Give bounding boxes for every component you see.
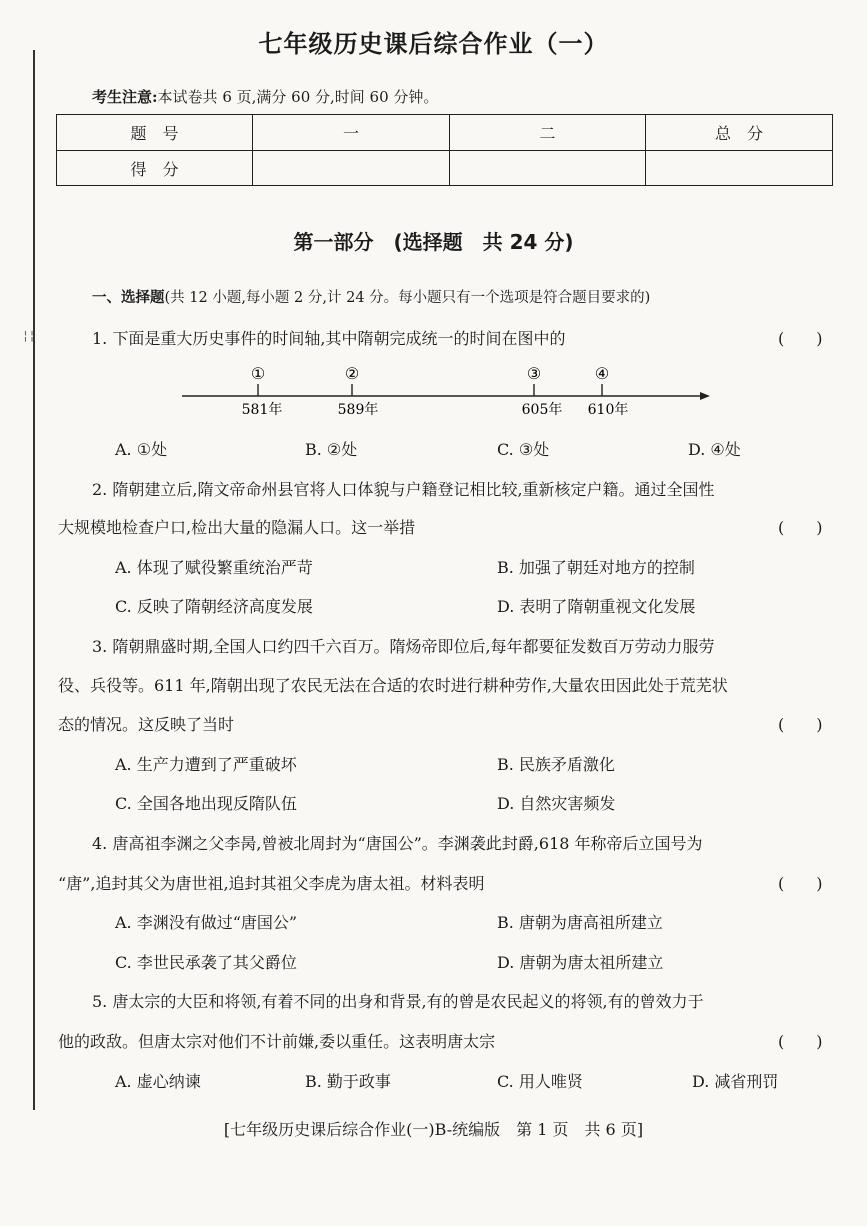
answer-paren-4[interactable]: ( ) xyxy=(778,874,823,893)
question-5-line: 他的政敌。但唐太宗对他们不计前嫌,委以重任。这表明唐太宗 xyxy=(58,1032,496,1051)
q1-option-c[interactable]: C. ③处 xyxy=(497,440,550,459)
q4-option-b[interactable]: B. 唐朝为唐高祖所建立 xyxy=(497,913,663,932)
binding-margin-mark: ╎╎ xyxy=(22,330,36,343)
score-header-cell: 一 xyxy=(253,115,450,151)
timeline-arrow-icon xyxy=(700,392,710,400)
answer-paren-3[interactable]: ( ) xyxy=(778,715,823,734)
timeline-year-581: 581年 xyxy=(241,402,283,418)
question-4-line: “唐”,追封其父为唐世祖,追封其祖父李虎为唐太祖。材料表明 xyxy=(58,874,485,893)
score-cell[interactable] xyxy=(253,151,450,186)
q1-option-b[interactable]: B. ②处 xyxy=(305,440,358,459)
score-table-header-row xyxy=(57,115,833,151)
score-cell[interactable] xyxy=(646,151,833,186)
q4-option-c[interactable]: C. 李世民承袭了其父爵位 xyxy=(115,953,297,972)
timeline-year-610: 610年 xyxy=(587,402,629,418)
question-2-line: 2. 隋朝建立后,隋文帝命州县官将人口体貌与户籍登记相比较,重新核定户籍。通过全国性 xyxy=(92,480,715,499)
notice-label: 考生注意: xyxy=(92,88,158,106)
q3-option-b[interactable]: B. 民族矛盾激化 xyxy=(497,755,615,774)
page-footer: [七年级历史课后综合作业(一)B-统编版 第 1 页 共 6 页] xyxy=(223,1120,644,1139)
question-2-line: 大规模地检查户口,检出大量的隐漏人口。这一举措 xyxy=(58,518,416,537)
q3-option-a[interactable]: A. 生产力遭到了严重破坏 xyxy=(115,755,297,774)
q2-option-a[interactable]: A. 体现了赋役繁重统治严苛 xyxy=(115,558,313,577)
q4-option-d[interactable]: D. 唐朝为唐太祖所建立 xyxy=(497,953,664,972)
q2-option-d[interactable]: D. 表明了隋朝重视文化发展 xyxy=(497,597,696,616)
binding-margin-line xyxy=(33,50,35,1110)
score-header-cell: 二 xyxy=(450,115,646,151)
answer-paren-5[interactable]: ( ) xyxy=(778,1032,823,1051)
score-header-cell: 题 号 xyxy=(57,115,253,151)
question-3-line: 役、兵役等。611 年,隋朝出现了农民无法在合适的农时进行耕种劳作,大量农田因此处于荒芜状 xyxy=(58,676,728,695)
q1-option-a[interactable]: A. ①处 xyxy=(115,440,168,459)
q2-option-b[interactable]: B. 加强了朝廷对地方的控制 xyxy=(497,558,695,577)
timeline-mark-2: ② xyxy=(344,364,360,383)
page-title: 七年级历史课后综合作业（一） xyxy=(258,30,609,58)
notice-text: 本试卷共 6 页,满分 60 分,时间 60 分钟。 xyxy=(157,88,439,106)
timeline-year-605: 605年 xyxy=(521,402,563,418)
exam-notice xyxy=(92,86,438,107)
score-table-score-row xyxy=(57,151,833,186)
question-3-line: 3. 隋朝鼎盛时期,全国人口约四千六百万。隋炀帝即位后,每年都要征发数百万劳动力服劳 xyxy=(92,637,715,656)
q3-option-c[interactable]: C. 全国各地出现反隋队伍 xyxy=(115,794,297,813)
q5-option-d[interactable]: D. 减省刑罚 xyxy=(692,1072,779,1091)
q1-option-d[interactable]: D. ④处 xyxy=(688,440,741,459)
part-title: 第一部分 (选择题 共 24 分) xyxy=(293,230,574,254)
q3-option-d[interactable]: D. 自然灾害频发 xyxy=(497,794,616,813)
timeline-mark-3: ③ xyxy=(526,364,542,383)
score-table xyxy=(56,114,833,186)
score-cell[interactable] xyxy=(450,151,646,186)
score-row-label: 得 分 xyxy=(57,151,253,186)
timeline-year-589: 589年 xyxy=(337,402,379,418)
answer-paren-2[interactable]: ( ) xyxy=(778,518,823,537)
timeline-mark-1: ① xyxy=(250,364,266,383)
question-4-line: 4. 唐高祖李渊之父李昺,曾被北周封为“唐国公”。李渊袭此封爵,618 年称帝后立国号为 xyxy=(92,834,703,853)
instruction-text: (共 12 小题,每小题 2 分,计 24 分。每小题只有一个选项是符合题目要求的) xyxy=(164,290,651,306)
question-5-line: 5. 唐太宗的大臣和将领,有着不同的出身和背景,有的曾是农民起义的将领,有的曾效力于 xyxy=(92,992,704,1011)
timeline-mark-4: ④ xyxy=(594,364,610,383)
question-1-line: 1. 下面是重大历史事件的时间轴,其中隋朝完成统一的时间在图中的 xyxy=(92,329,566,348)
section-instruction xyxy=(92,286,650,307)
q5-option-c[interactable]: C. 用人唯贤 xyxy=(497,1072,583,1091)
score-header-cell: 总 分 xyxy=(646,115,833,151)
question-3-line: 态的情况。这反映了当时 xyxy=(58,715,235,734)
q4-option-a[interactable]: A. 李渊没有做过“唐国公” xyxy=(115,913,298,932)
answer-paren-1[interactable]: ( ) xyxy=(778,329,823,348)
q2-option-c[interactable]: C. 反映了隋朝经济高度发展 xyxy=(115,597,313,616)
instruction-label: 一、选择题 xyxy=(92,289,165,306)
timeline-diagram xyxy=(170,362,730,422)
q5-option-b[interactable]: B. 勤于政事 xyxy=(305,1072,391,1091)
q5-option-a[interactable]: A. 虚心纳谏 xyxy=(115,1072,201,1091)
